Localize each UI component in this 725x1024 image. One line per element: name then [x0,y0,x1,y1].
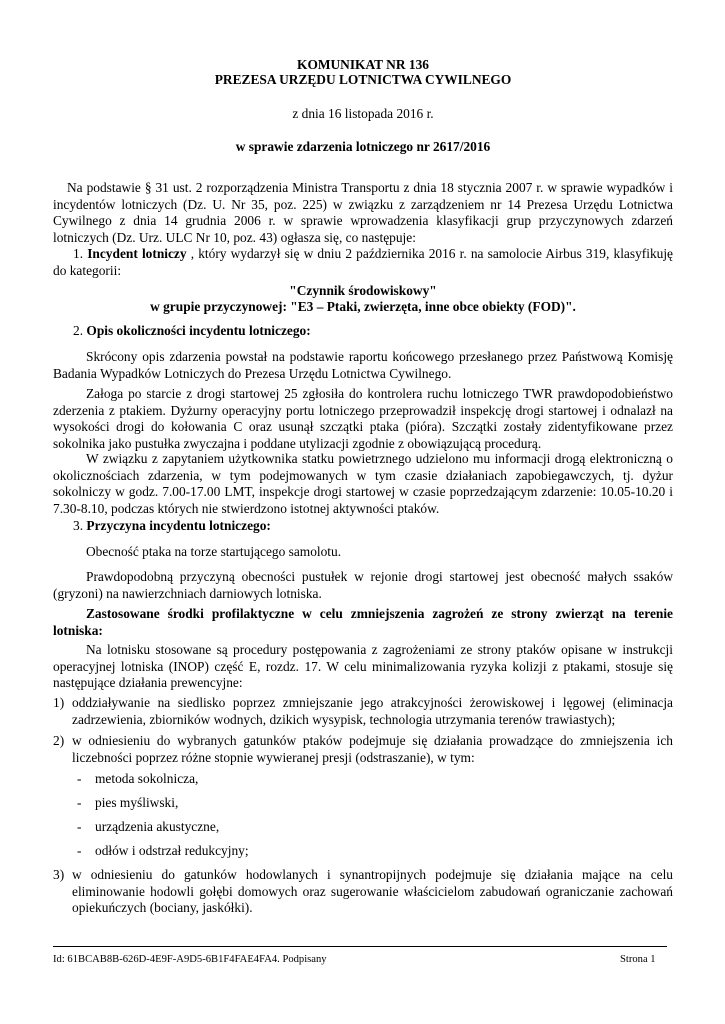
section-2-para-3: W związku z zapytaniem użytkownika statku powietrznego udzielono mu informacji drogą elektroniczną o okolicznościach zdarzenia, w tym podejmowanych w tym czasie działaniach zapobiegawczych, tj. dyżur sokolniczy w godz. 7.00-17.00 LMT, inspekcje drogi startowej w czasie poprzedzającym zdarzenie: 10.05-10.20 i 7.30-8.10, podczas których nie stwierdzono istotnej aktywności ptaków. [53,451,673,516]
measure-subitem-text: pies myśliwski, [95,795,179,810]
dash-bullet: - [77,795,82,810]
section-3-para-2: Prawdopodobną przyczyną obecności pustułek w rejonie drogi startowej jest obecność małych ssaków (gryzoni) na nawierzchniach darniowych lotniska. [53,569,673,601]
measure-subitem [77,771,198,788]
measure-subitem [77,819,219,836]
measure-item-number: 3) [53,867,65,882]
measure-item-number: 2) [53,733,65,748]
footer-page-number: Strona 1 [620,954,656,965]
category-line-1: "Czynnik środowiskowy" [289,283,437,298]
intro-paragraph: Na podstawie § 31 ust. 2 rozporządzenia Ministra Transportu z dnia 18 stycznia 2007 r. w sprawie wypadków i incydentów lotniczych (Dz. U. Nr 35, poz. 225) w związku z zarządzeniem nr 14 Prezesa Urzędu Lotnictwa Cywilnego z dnia 14 grudnia 2006 r. w sprawie wprowadzenia klasyfikacji grup przyczynowych zdarzeń lotniczych (Dz. Urz. ULC Nr 10, poz. 43) ogłasza się, co następuje: [53,180,673,245]
section-1-number: 1. [73,246,84,261]
measure-subitem-text: urządzenia akustyczne, [95,819,220,834]
dash-bullet: - [77,843,82,858]
measure-subitem-text: odłów i odstrzał redukcyjny; [95,843,249,858]
measure-item [53,695,673,728]
section-1 [53,246,673,279]
section-2-heading-row [53,323,673,340]
category-line-2: w grupie przyczynowej: "E3 – Ptaki, zwierzęta, inne obce obiekty (FOD)". [150,299,576,314]
measure-subitem [77,795,178,812]
measure-item-text: w odniesieniu do wybranych gatunków ptaków podejmuje się działania prowadzące do zmniejszenia ich liczebności poprzez różne stopnie wywieranej presji (odstraszanie), w tym: [72,733,673,765]
section-1-bold: Incydent lotniczy [87,246,187,261]
section-1-text: , który wydarzył się w dniu 2 października 2016 r. na samolocie Airbus 319, klasyfikuję do kategorii: [53,246,673,278]
dash-bullet: - [77,819,82,834]
section-3-para-1: Obecność ptaka na torze startującego samolotu. [86,544,342,559]
section-2-para-1: Skrócony opis zdarzenia powstał na podstawie raportu końcowego przesłanego przez Państwową Komisję Badania Wypadków Lotniczych do Prezesa Urzędu Lotnictwa Cywilnego. [53,349,673,381]
document-subject: w sprawie zdarzenia lotniczego nr 2617/2016 [235,139,491,154]
section-2-number: 2. [73,323,84,338]
dash-bullet: - [77,771,82,786]
measure-item-number: 1) [53,695,65,710]
measure-item-text: w odniesieniu do gatunków hodowlanych i synantropijnych podejmuje się działania mające na celu eliminowanie hodowli gołębi domowych oraz sugerowanie właścicielom zabudowań ograniczanie zachowań opiekuńczych (bociany, jaskółki). [72,867,673,916]
section-3-heading: Przyczyna incydentu lotniczego: [86,518,271,533]
measure-subitem [77,843,249,860]
section-3-heading-row [53,518,673,535]
measure-subitem-text: metoda sokolnicza, [95,771,199,786]
footer-divider [53,946,667,947]
footer-document-id: Id: 61BCAB8B-626D-4E9F-A9D5-6B1F4FAE4FA4. Podpisany [53,954,327,965]
measure-item [53,733,673,766]
title-line-1: KOMUNIKAT NR 136 [297,57,429,72]
document-date: z dnia 16 listopada 2016 r. [292,106,434,121]
measures-heading: Zastosowane środki profilaktyczne w celu zmniejszenia zagrożeń ze strony zwierząt na terenie lotniska: [53,606,673,638]
measures-intro: Na lotnisku stosowane są procedury postępowania z zagrożeniami ze strony ptaków opisane w instrukcji operacyjnej lotniska (INOP) część E, rozdz. 17. W celu minimalizowania ryzyka kolizji z ptakami, stosuje się następujące działania prewencyjne: [53,642,673,691]
measure-item [53,867,673,917]
section-2-para-2: Załoga po starcie z drogi startowej 25 zgłosiła do kontrolera ruchu lotniczego TWR prawdopodobieństwo zderzenia z ptakiem. Dyżurny operacyjny portu lotniczego przeprowadził inspekcję drogi startowej i odnalazł na wysokości drogi do kołowania C oraz usunął szczątki ptaka (pióra). Szczątki zostały zidentyfikowane przez sokolnika jako pustułka zwyczajna i poddane utylizacji zgodnie z obowiązującą procedurą. [53,386,673,451]
section-2-heading: Opis okoliczności incydentu lotniczego: [86,323,311,338]
section-3-number: 3. [73,518,84,533]
title-line-2: PREZESA URZĘDU LOTNICTWA CYWILNEGO [214,72,512,87]
measure-item-text: oddziaływanie na siedlisko poprzez zmniejszanie jego atrakcyjności żerowiskowej i lęgowej (eliminacja zadrzewienia, zbiorników wodnych, dzikich wysypisk, technologia utrzymania terenów trawiastych); [72,695,673,727]
